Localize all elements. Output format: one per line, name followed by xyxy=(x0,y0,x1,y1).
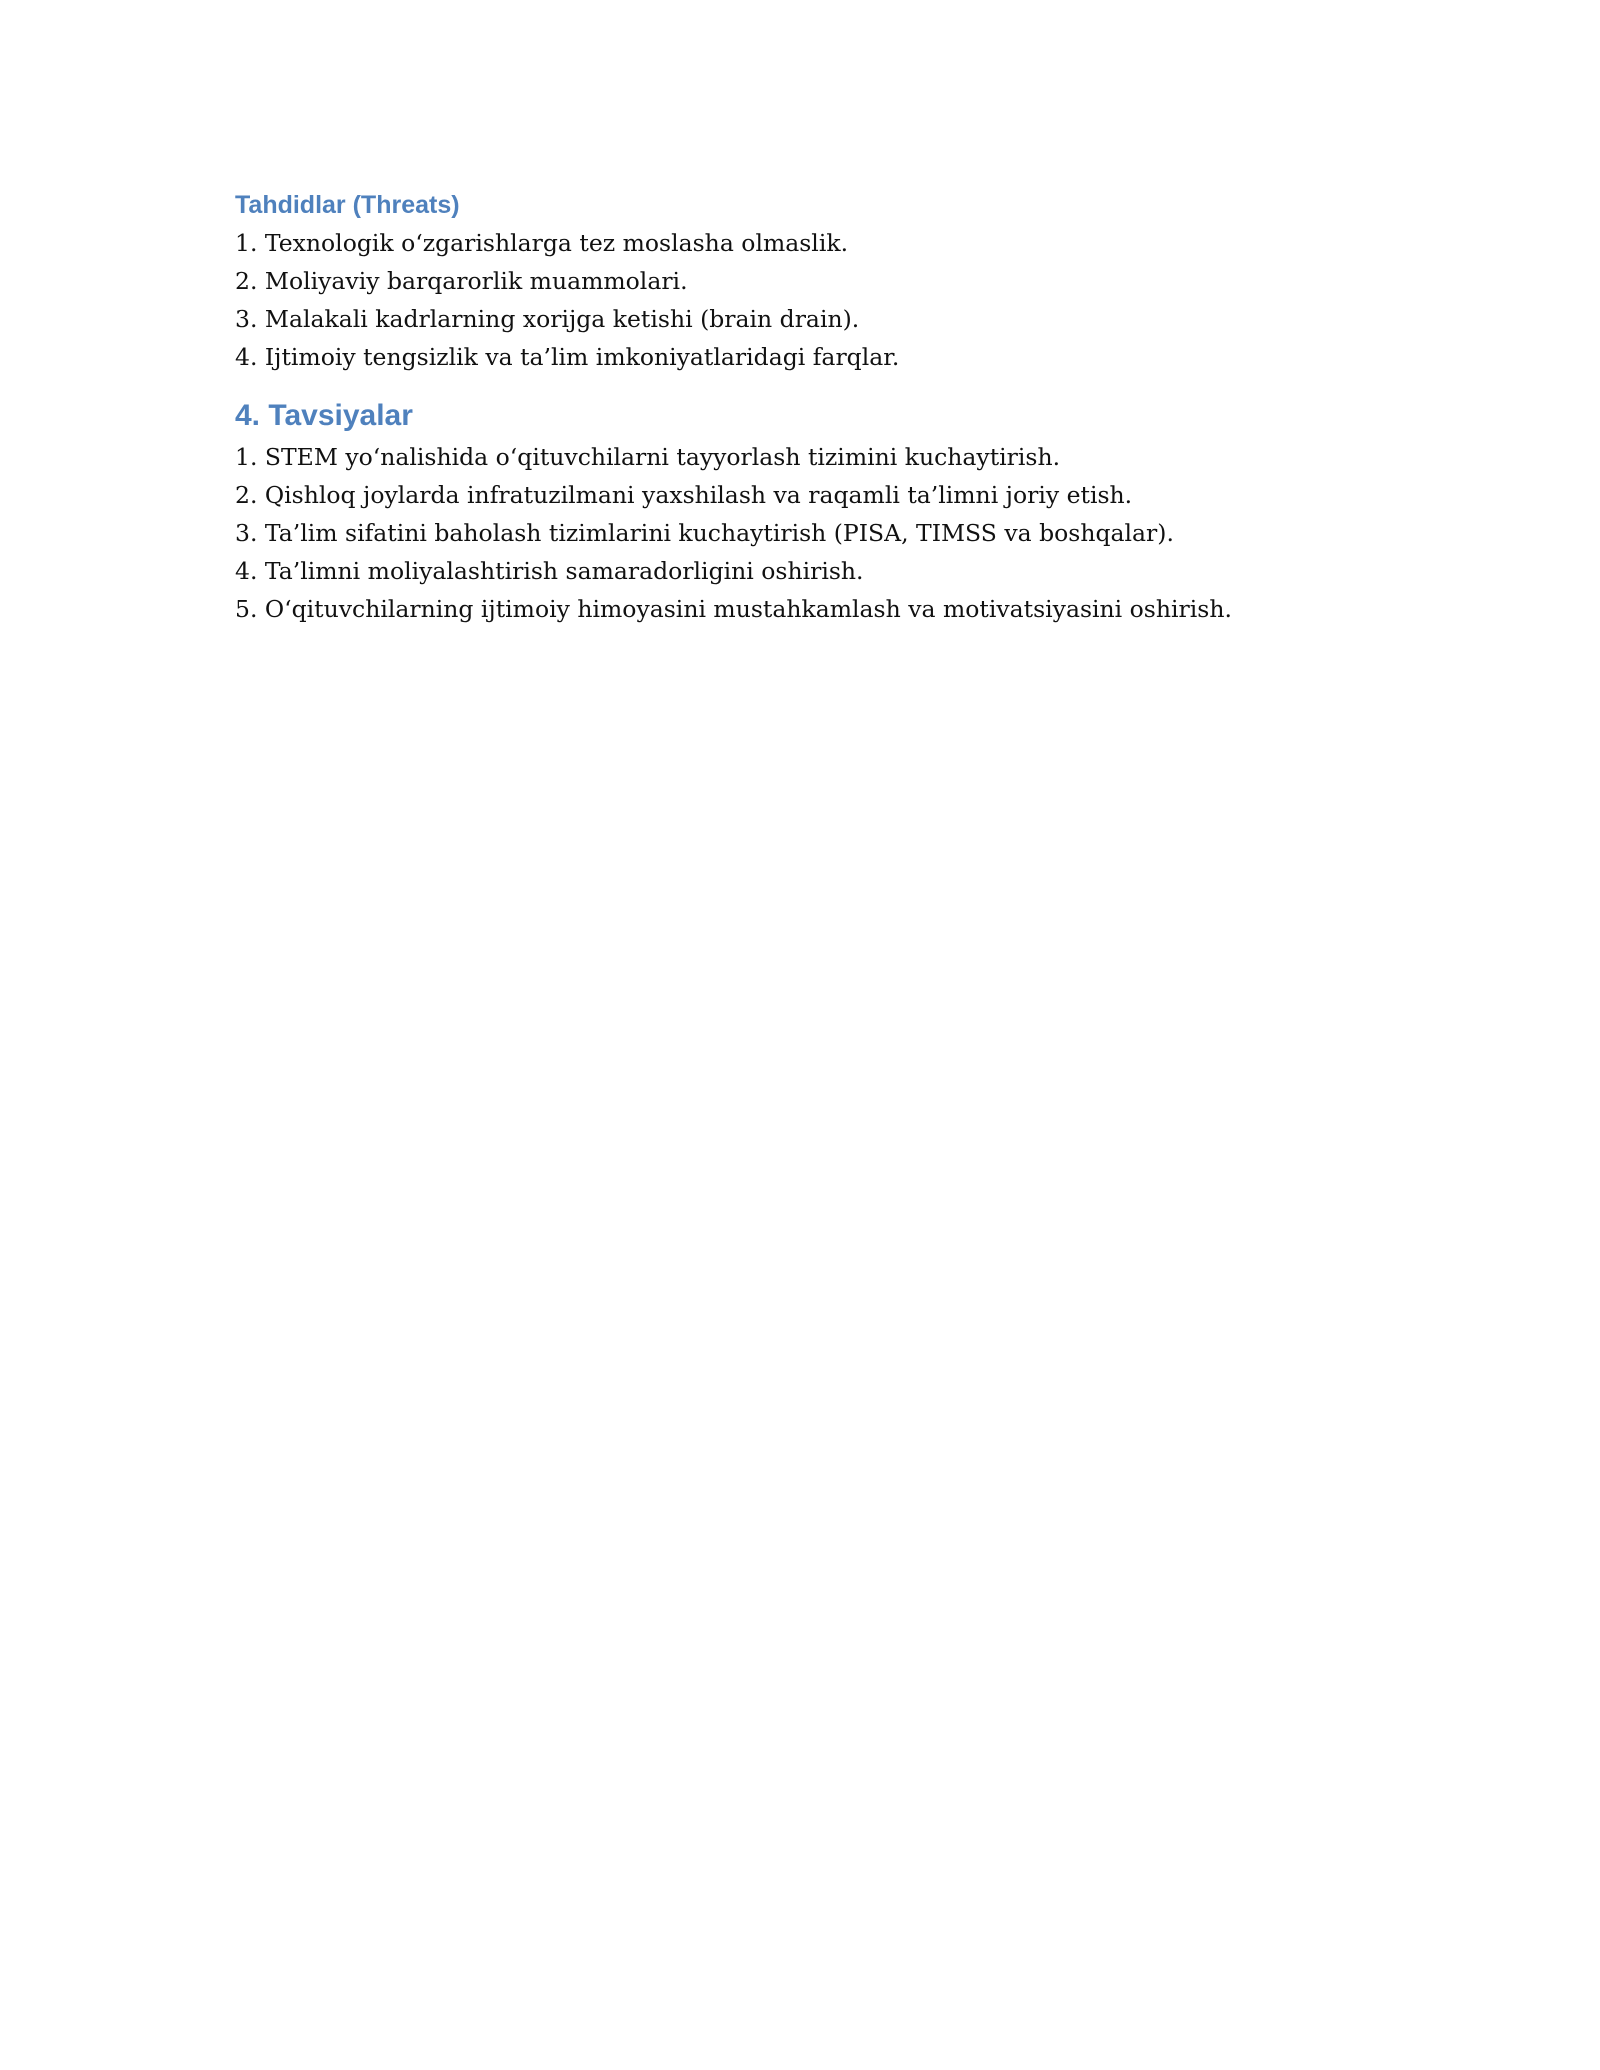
threats-list-item: 4. Ijtimoiy tengsizlik va ta’lim imkoniyatlaridagi farqlar. xyxy=(235,343,900,371)
recommendations-list-item: 1. STEM yo‘nalishida o‘qituvchilarni tayyorlash tizimini kuchaytirish. xyxy=(235,443,1061,471)
recommendations-list-item: 2. Qishloq joylarda infratuzilmani yaxshilash va raqamli ta’limni joriy etish. xyxy=(235,481,1133,509)
section-spacer xyxy=(235,376,1365,394)
threats-heading: Tahdidlar (Threats) xyxy=(235,191,460,219)
threats-list-item: 2. Moliyaviy barqarorlik muammolari. xyxy=(235,267,688,295)
threats-list-item: 1. Texnologik o‘zgarishlarga tez moslasha olmaslik. xyxy=(235,229,849,257)
recommendations-list xyxy=(235,438,1365,628)
document-content xyxy=(235,186,1365,628)
recommendations-list-item: 4. Ta’limni moliyalashtirish samaradorligini oshirish. xyxy=(235,557,864,585)
recommendations-heading: 4. Tavsiyalar xyxy=(235,399,413,432)
threats-list-item: 3. Malakali kadrlarning xorijga ketishi (brain drain). xyxy=(235,305,860,333)
threats-list xyxy=(235,224,1365,376)
recommendations-list-item: 5. O‘qituvchilarning ijtimoiy himoyasini mustahkamlash va motivatsiyasini oshirish. xyxy=(235,595,1232,623)
recommendations-list-item: 3. Ta’lim sifatini baholash tizimlarini kuchaytirish (PISA, TIMSS va boshqalar). xyxy=(235,519,1174,547)
